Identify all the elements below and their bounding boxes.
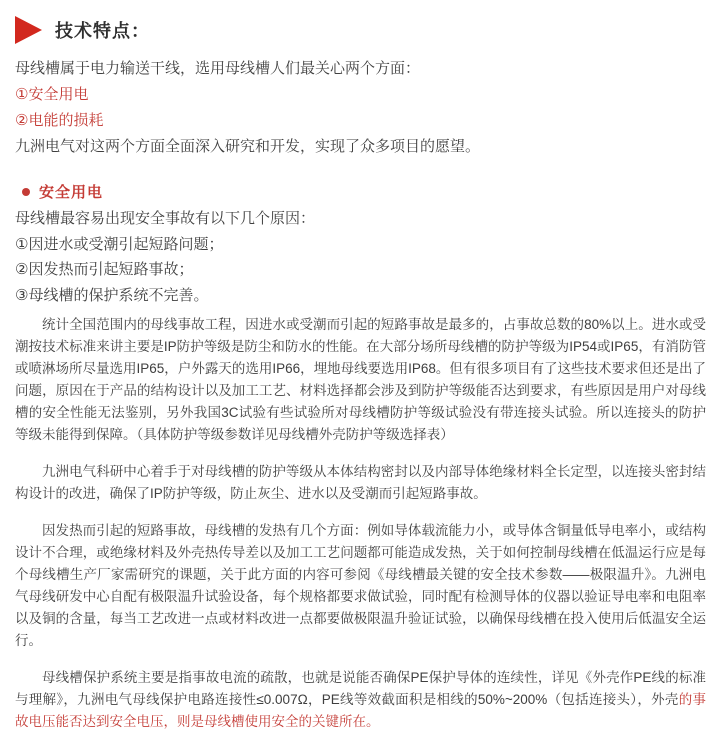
intro-block <box>15 56 706 160</box>
intro-line: 母线槽属于电力输送干线，选用母线槽人们最关心两个方面： <box>15 60 421 77</box>
section-header <box>15 16 706 44</box>
paragraph-water-ingress: 统计全国范围内的母线事故工程，因进水或受潮而引起的短路事故是最多的，占事故总数的80%以上。进水或受潮按技术标准来讲主要是IP防护等级是防尘和防水的性能。在大部分场所母线槽的防护等级为IP54或IP65，有消防管或喷淋场所尽量选用IP65，户外露天的选用IP66，埋地母线要选用IP68。但有很多项目有了这些技术要求但还是出了问题，原因在于产品的结构设计以及加工工艺、材料选择都会涉及到防护等级能否达到要求，有些原因是用户对母线槽的安全性能无法鉴别，另外我国3C试验有些试验所对母线槽防护等级试验没有带连接头试验。所以连接头的防护等级未能得到保障。（具体防护等级参数详见母线槽外壳防护等级选择表） <box>15 317 706 442</box>
red-triangle-icon <box>15 16 42 44</box>
paragraph-research-center: 九洲电气科研中心着手于对母线槽的防护等级从本体结构密封以及内部导体绝缘材料全长定型，以连接头密封结构设计的改进，确保了IP防护等级，防止灰尘、进水以及受潮而引起短路事故。 <box>15 464 706 501</box>
intro-item-loss: ②电能的损耗 <box>15 112 104 129</box>
safety-reasons-list <box>15 206 706 308</box>
safety-section-title: 安全用电 <box>39 184 104 201</box>
bullet-icon <box>22 188 30 196</box>
safety-section-heading <box>22 181 706 202</box>
intro-line: 九洲电气对这两个方面全面深入研究和开发，实现了众多项目的愿望。 <box>15 138 481 155</box>
paragraph-protection-system <box>15 667 706 733</box>
intro-item-safety: ①安全用电 <box>15 86 89 103</box>
safety-lead-line: 母线槽最容易出现安全事故有以下几个原因： <box>15 210 316 227</box>
safety-reason-item: ③母线槽的保护系统不完善。 <box>15 286 209 304</box>
safety-reason-item: ①因进水或受潮引起短路问题； <box>15 235 224 253</box>
safety-reason-item: ②因发热而引起短路事故； <box>15 261 194 278</box>
paragraph-heating: 因发热而引起的短路事故，母线槽的发热有几个方面：例如导体载流能力小，或导体含铜量低导电率小，或结构设计不合理，或绝缘材料及外壳热传导差以及加工工艺问题都可能造成发热，关于如何控制母线槽在低温运行应是每个母线槽生产厂家需研究的课题，关于此方面的内容可参阅《母线槽最关键的安全技术参数——极限温升》。九洲电气母线研发中心自配有极限温升试验设备，每个规格都要求做试验，同时配有检测导体的仪器以验证导电率和电阻率以及铜的含量，每当工艺改进一点或材料改进一点都要做极限温升验证试验，以确保母线槽在投入使用后低温安全运行。 <box>15 523 706 648</box>
protection-text: 母线槽保护系统主要是指事故电流的疏散，也就是说能否确保PE保护导体的连续性，详见《外壳作PE线的标准与理解》，九洲电气母线保护电路连接性≤0.007Ω，PE线等效截面积是相线的50%~200%（包括连接头），外壳 <box>15 670 706 707</box>
page-title: 技术特点： <box>55 21 150 41</box>
protection-highlight-text: 的事故电压能否达到安全电压，则是母线槽使用安全的关键所在。 <box>15 692 706 729</box>
